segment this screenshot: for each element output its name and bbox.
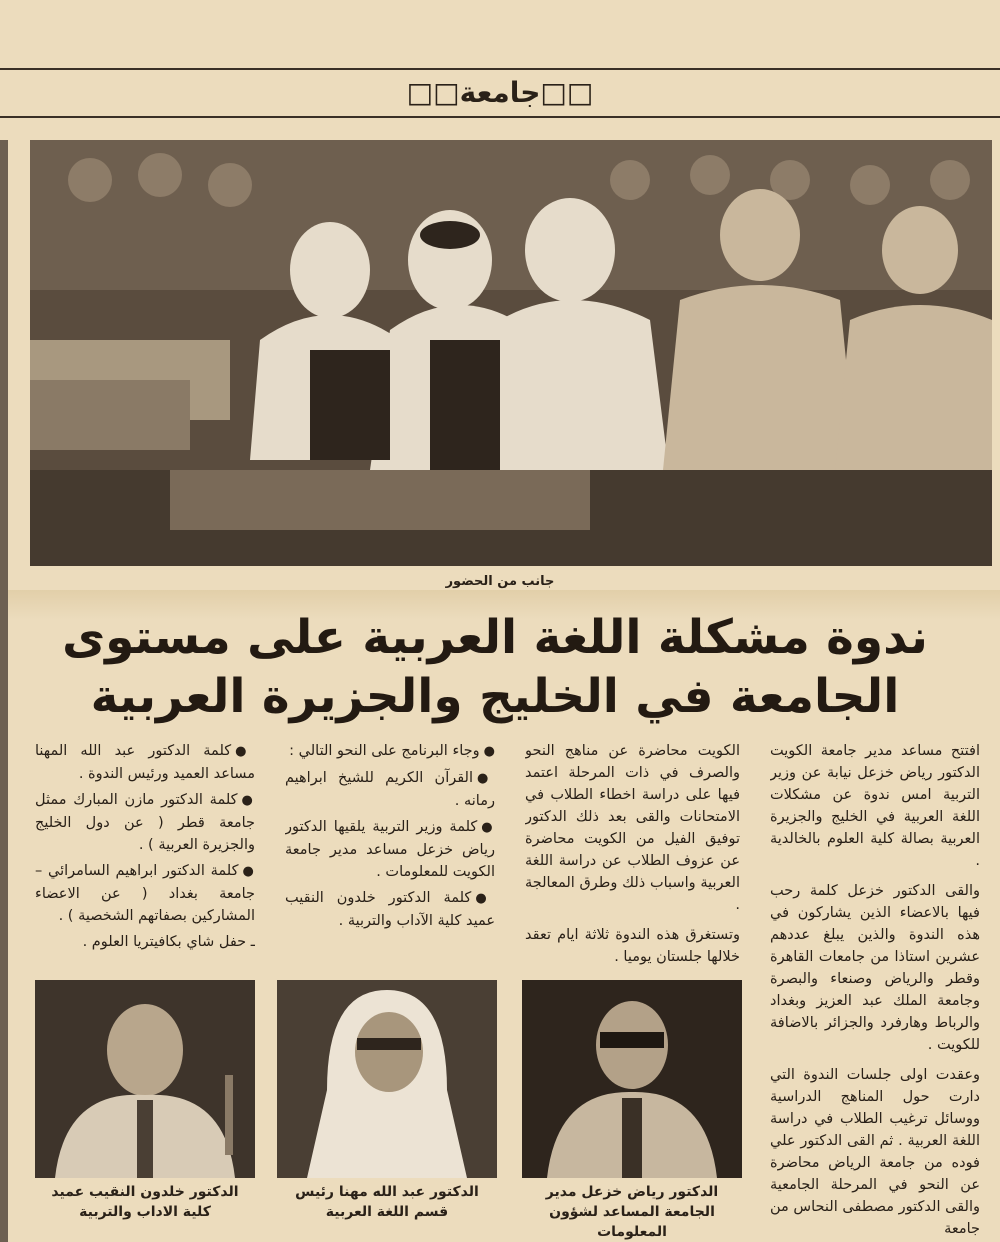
program-list	[285, 740, 495, 932]
portrait-photo-riyadh	[522, 980, 742, 1178]
list-item-text: ـ حفل شاي بكافيتريا العلوم .	[82, 934, 255, 950]
header-rule-bottom	[0, 116, 1000, 118]
headline-line-1: ندوة مشكلة اللغة العربية على مستوى	[62, 610, 928, 665]
paragraph: وعقدت اولى جلسات الندوة التي دارت حول المناهج الدراسية ووسائل ترغيب الطلاب في دراسة اللغة العربية . ثم القى الدكتور علي فوده من جامعة الرياض محاضرة عن النحو في المرحلة الجامعية والقى الدكتور مصطفى النحاس من جامعة	[770, 1067, 980, 1237]
list-item	[35, 860, 255, 927]
audience-photo	[30, 140, 992, 566]
portrait-graphic	[277, 980, 497, 1178]
article-column-2	[525, 740, 740, 970]
list-item-text: كلمة الدكتور مازن المبارك ممثل جامعة قطر ( عن دول الخليج والجزيرة العربية ) .	[35, 792, 255, 853]
header-rule-top	[0, 68, 1000, 70]
bullet-icon: ●	[481, 820, 495, 835]
list-item-text: كلمة الدكتور خلدون النقيب عميد كلية الآداب والتربية .	[285, 890, 495, 929]
bullet-icon: ●	[235, 744, 255, 759]
bullet-icon: ●	[241, 793, 255, 808]
list-item-text: وجاء البرنامج على النحو التالي :	[289, 743, 480, 759]
portrait-graphic	[35, 980, 255, 1178]
audience-photo-graphic	[30, 140, 992, 566]
paper-edge	[0, 140, 8, 1242]
list-item	[35, 789, 255, 856]
portrait-caption: الدكتور عبد الله مهنا رئيس قسم اللغة العربية	[295, 1184, 479, 1220]
portrait-caption: الدكتور رياض خزعل مدير الجامعة المساعد لشؤون المعلومات	[545, 1184, 719, 1240]
list-item-text: القرآن الكريم للشيخ ابراهيم رمانه .	[285, 770, 495, 809]
list-item	[35, 931, 255, 953]
section-title: □□جامعة□□	[406, 76, 594, 109]
list-item	[285, 740, 495, 763]
portrait-photo-abdullah	[277, 980, 497, 1178]
list-item	[35, 740, 255, 785]
paragraph: وتستغرق هذه الندوة ثلاثة ايام تعقد خلالها جلستان يوميا .	[525, 927, 740, 965]
article-column-1	[770, 740, 980, 1240]
portrait-photo-khaldoun	[35, 980, 255, 1178]
list-item	[285, 887, 495, 932]
list-item-text: كلمة وزير التربية يلقيها الدكتور رياض خزعل مساعد مدير جامعة الكويت للمعلومات .	[285, 819, 495, 880]
paragraph: افتتح مساعد مدير جامعة الكويت الدكتور رياض خزعل نيابة عن وزير التربية امس ندوة عن مشكلات اللغة العربية في الخليج والجزيرة العربية بصالة كلية العلوم بالخالدية .	[770, 743, 980, 869]
bullet-icon: ●	[483, 744, 495, 759]
photo-caption: جانب من الحضور	[445, 574, 555, 589]
list-item	[285, 816, 495, 883]
headline-line-2: الجامعة في الخليج والجزيرة العربية	[90, 669, 900, 724]
paragraph: والقى الدكتور خزعل كلمة رحب فيها بالاعضاء الذين يشاركون في هذه الندوة والذين يبلغ عددهم عشرين استاذا من جامعات القاهرة وقطر والرياض وصنعاء والبصرة وجامعة الملك عبد العزيز وبغداد والرباط وهارفرد والجزائر بالاضافة للكويت .	[770, 883, 980, 1053]
bullet-icon: ●	[477, 771, 495, 786]
bullet-icon: ●	[475, 891, 495, 906]
paragraph: الكويت محاضرة عن مناهج النحو والصرف في ذات المرحلة اعتمد فيها على دراسة اخطاء الطلاب في الامتحانات والقى بعد ذلك الدكتور توفيق الفيل من الكويت محاضرة عن عزوف الطلاب عن دراسة اللغة العربية واسباب ذلك وطرق المعالجة .	[525, 743, 740, 913]
list-item-text: كلمة الدكتور عبد الله المهنا مساعد العميد ورئيس الندوة .	[35, 743, 255, 782]
portrait-caption: الدكتور خلدون النقيب عميد كلية الاداب والتربية	[51, 1184, 239, 1220]
article-column-4	[35, 740, 255, 970]
portrait-graphic	[522, 980, 742, 1178]
article-column-3	[285, 740, 495, 970]
program-list-continued	[35, 740, 255, 953]
list-item	[285, 767, 495, 812]
list-item-text: كلمة الدكتور ابراهيم السامرائي – جامعة بغداد ( عن الاعضاء المشاركين بصفاتهم الشخصية ) .	[35, 863, 255, 924]
bullet-icon: ●	[242, 864, 255, 879]
